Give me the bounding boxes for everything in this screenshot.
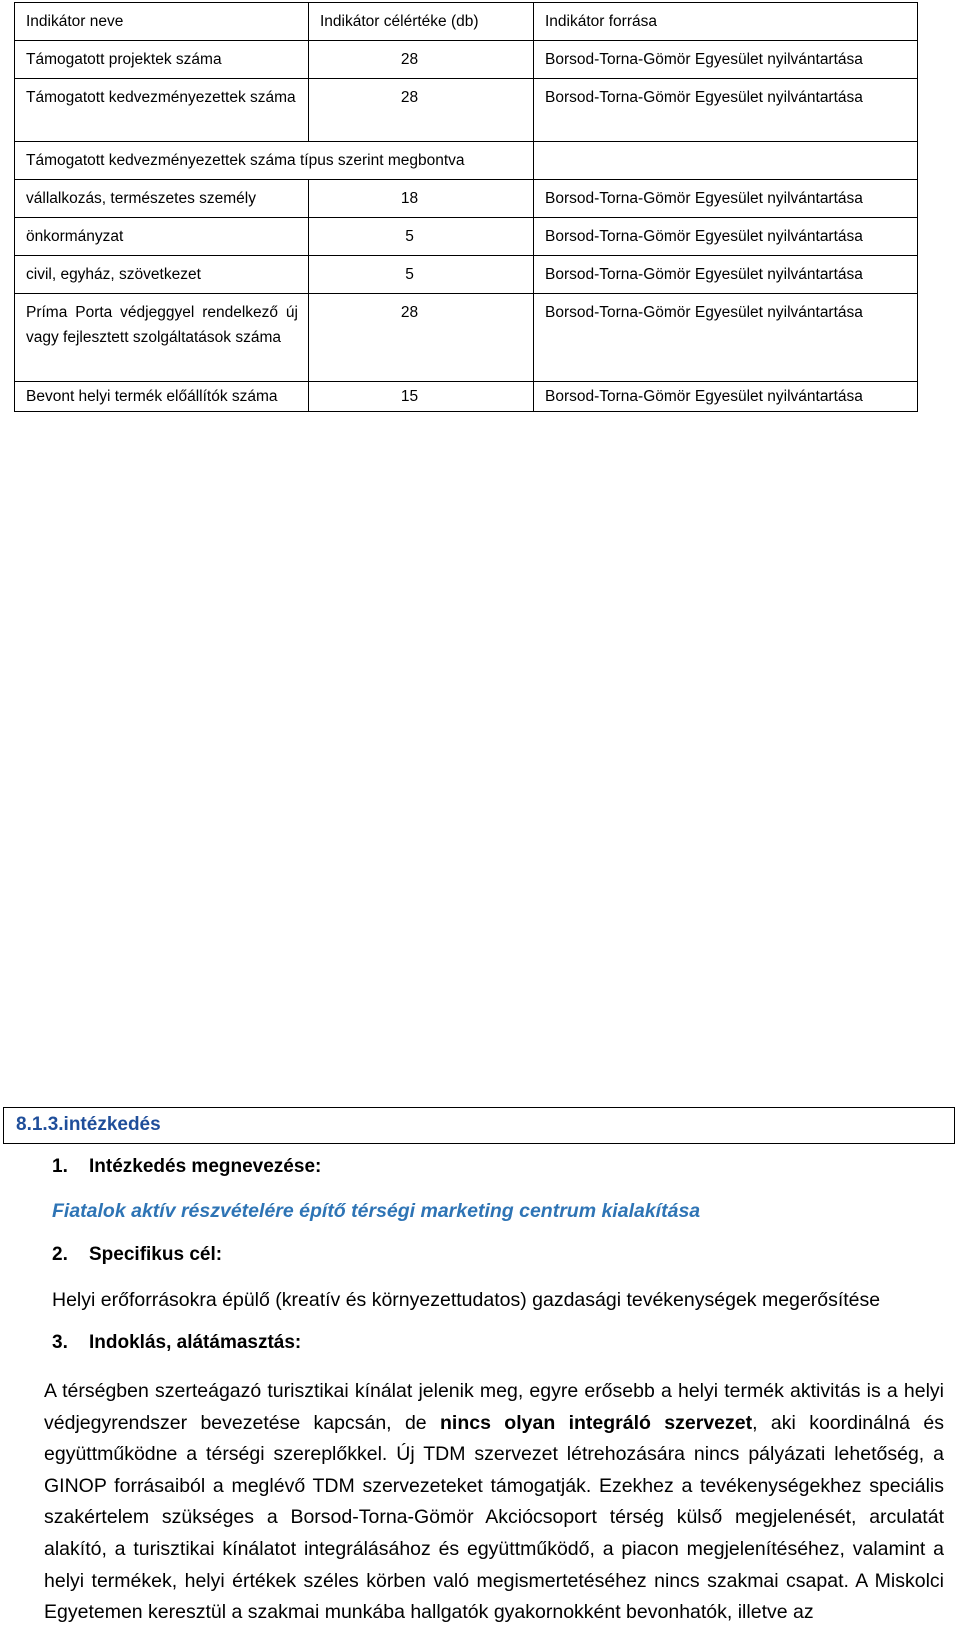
indicator-target: 28 — [309, 41, 534, 79]
indicator-source: Borsod-Torna-Gömör Egyesület nyilvántartása — [534, 79, 918, 142]
item-3-title — [52, 1332, 301, 1354]
indicator-source: Borsod-Torna-Gömör Egyesület nyilvántartása — [534, 218, 918, 256]
item-label: Specifikus cél: — [89, 1244, 223, 1265]
justification-paragraph — [44, 1376, 944, 1629]
item-2-title — [52, 1244, 222, 1266]
measure-name: Fiatalok aktív részvételére építő térségi marketing centrum kialakítása — [52, 1200, 701, 1222]
table-row — [15, 79, 918, 142]
table-row — [15, 142, 918, 180]
indicator-target: 18 — [309, 180, 534, 218]
indicator-name: önkormányzat — [15, 218, 309, 256]
table-row — [15, 218, 918, 256]
item-1-title — [52, 1156, 321, 1178]
indicator-name: Príma Porta védjeggyel rendelkező új vagy fejlesztett szolgáltatások száma — [15, 294, 309, 382]
indicator-target: 28 — [309, 79, 534, 142]
item-label: Intézkedés megnevezése: — [89, 1156, 322, 1177]
item-number: 3. — [52, 1332, 68, 1353]
indicator-source — [534, 142, 918, 180]
section-heading: 8.1.3.intézkedés — [16, 1114, 161, 1135]
item-label: Indoklás, alátámasztás: — [89, 1332, 302, 1353]
paragraph-text: , aki koordinálná és együttműködne a térségi szereplőkkel. Új TDM szervezet létrehozására nincs pályázati lehetőség, a GINOP forrásaiból a meglévő TDM szervezeteket támogatják. Ezekhez a tevékenységekhez speciális szakértelem szükséges a Borsod-Torna-Gömör Akciócsoport térség külső megjelenését, arculatát alakító, a turisztikai kínálatot integrálásához és együttműködő, a piacon megjelenítéséhez, valamint a helyi termékek, helyi értékek széles körben való megismertetéséhez nincs szakmai csapat. A Miskolci Egyetemen keresztül a szakmai munkába hallgatók gyakornokként bevonhatók, illetve az — [44, 1411, 944, 1624]
indicator-name: Támogatott projektek száma — [15, 41, 309, 79]
indicator-name: civil, egyház, szövetkezet — [15, 256, 309, 294]
item-number: 1. — [52, 1156, 68, 1177]
indicator-source: Borsod-Torna-Gömör Egyesület nyilvántartása — [534, 294, 918, 382]
indicator-target: 15 — [309, 382, 534, 412]
paragraph-bold-text: nincs olyan integráló szervezet — [440, 1411, 753, 1434]
indicator-source: Borsod-Torna-Gömör Egyesület nyilvántartása — [534, 382, 918, 412]
header-indicator-source: Indikátor forrása — [534, 3, 918, 41]
indicator-target: 5 — [309, 256, 534, 294]
indicator-name: Támogatott kedvezményezettek száma típus szerint megbontva — [15, 142, 534, 180]
table-row — [15, 382, 918, 412]
header-indicator-name: Indikátor neve — [15, 3, 309, 41]
table-row — [15, 294, 918, 382]
section-heading-box — [3, 1107, 955, 1144]
indicator-table — [14, 2, 918, 412]
indicator-name: vállalkozás, természetes személy — [15, 180, 309, 218]
paragraph-text: A térségben szerteágazó turisztikai kínálat jelenik meg, egyre erősebb a helyi termék aktivitás is a helyi védjegyrendszer bevezetése kapcsán, de — [44, 1380, 944, 1434]
indicator-target: 28 — [309, 294, 534, 382]
indicator-source: Borsod-Torna-Gömör Egyesület nyilvántartása — [534, 41, 918, 79]
header-indicator-target: Indikátor célértéke (db) — [309, 3, 534, 41]
indicator-target: 5 — [309, 218, 534, 256]
indicator-name: Bevont helyi termék előállítók száma — [15, 382, 309, 412]
indicator-source: Borsod-Torna-Gömör Egyesület nyilvántartása — [534, 256, 918, 294]
table-header-row — [15, 3, 918, 41]
table-row — [15, 180, 918, 218]
item-number: 2. — [52, 1244, 68, 1265]
indicator-source: Borsod-Torna-Gömör Egyesület nyilvántartása — [534, 180, 918, 218]
specific-goal: Helyi erőforrásokra épülő (kreatív és környezettudatos) gazdasági tevékenységek megerősítése — [52, 1289, 881, 1311]
table-row — [15, 41, 918, 79]
indicator-name: Támogatott kedvezményezettek száma — [15, 79, 309, 142]
table-row — [15, 256, 918, 294]
